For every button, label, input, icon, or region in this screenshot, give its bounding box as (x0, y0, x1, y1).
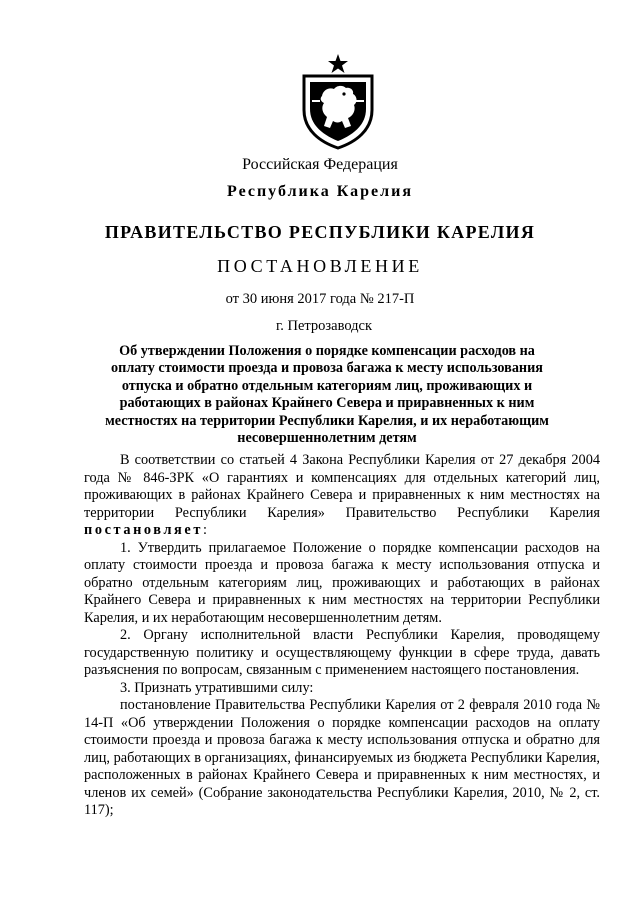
item-2-paragraph: 2. Органу исполнительной власти Республики Карелия, проводящему государственную политику и осуществляющему функции в сфере труда, давать разъяснения по вопросам, связанным с применением настоящего постановления. (84, 627, 600, 678)
document-type: ПОСТАНОВЛЕНИЕ (217, 256, 423, 276)
document-body (84, 452, 600, 820)
republic-name: Республика Карелия (227, 183, 413, 200)
item-3-paragraph: 3. Признать утратившими силу: (120, 679, 314, 696)
document-title: Об утверждении Положения о порядке компенсации расходов на оплату стоимости проезда и провоза багажа к месту использования отпуска и обратно отдельным категориям лиц, проживающих и работающих в районах Крайнего Севера и приравненных к ним местностях на территории Республики Карелия, и их неработающим несовершеннолетним детям (105, 343, 549, 447)
decree-colon: : (202, 522, 207, 538)
karelia-coat-of-arms-icon (296, 52, 380, 150)
item-1-paragraph: 1. Утвердить прилагаемое Положение о порядке компенсации расходов на оплату стоимости проезда и провоза багажа к месту использования отпуска и обратно отдельным категориям лиц, проживающих и работающих в районах Крайнего Севера и приравненных к ним местностях на территории Республики Карелия, и их неработающим несовершеннолетним детям. (84, 539, 600, 626)
document-city: г. Петрозаводск (275, 318, 373, 334)
preamble-paragraph (84, 452, 600, 540)
item-3a-paragraph: постановление Правительства Республики Карелия от 2 февраля 2010 года № 14-П «Об утверждении Положения о порядке компенсации расходов на оплату стоимости проезда и провоза багажа к месту использования отпуска и обратно для лиц, работающих в организациях, финансируемых из бюджета Республики Карелия, расположенных в районах Крайнего Севера и приравненных к ним местностях, и членов их семей» (Собрание законодательства Республики Карелия, 2010, № 2, ст. 117); (84, 697, 600, 818)
decree-word: постановляет (84, 522, 203, 538)
country-name: Российская Федерация (242, 156, 398, 173)
government-heading: ПРАВИТЕЛЬСТВО РЕСПУБЛИКИ КАРЕЛИЯ (104, 222, 536, 242)
document-date-number: от 30 июня 2017 года № 217-П (225, 291, 415, 307)
preamble-text: В соответствии со статьей 4 Закона Республики Карелия от 27 декабря 2004 года № 846-ЗРК «О гарантиях и компенсациях для отдельных категорий лиц, проживающих в районах Крайнего Севера и приравненных к ним местностях на территории Республики Карелия» Правительство Республики Карелия (84, 452, 600, 521)
